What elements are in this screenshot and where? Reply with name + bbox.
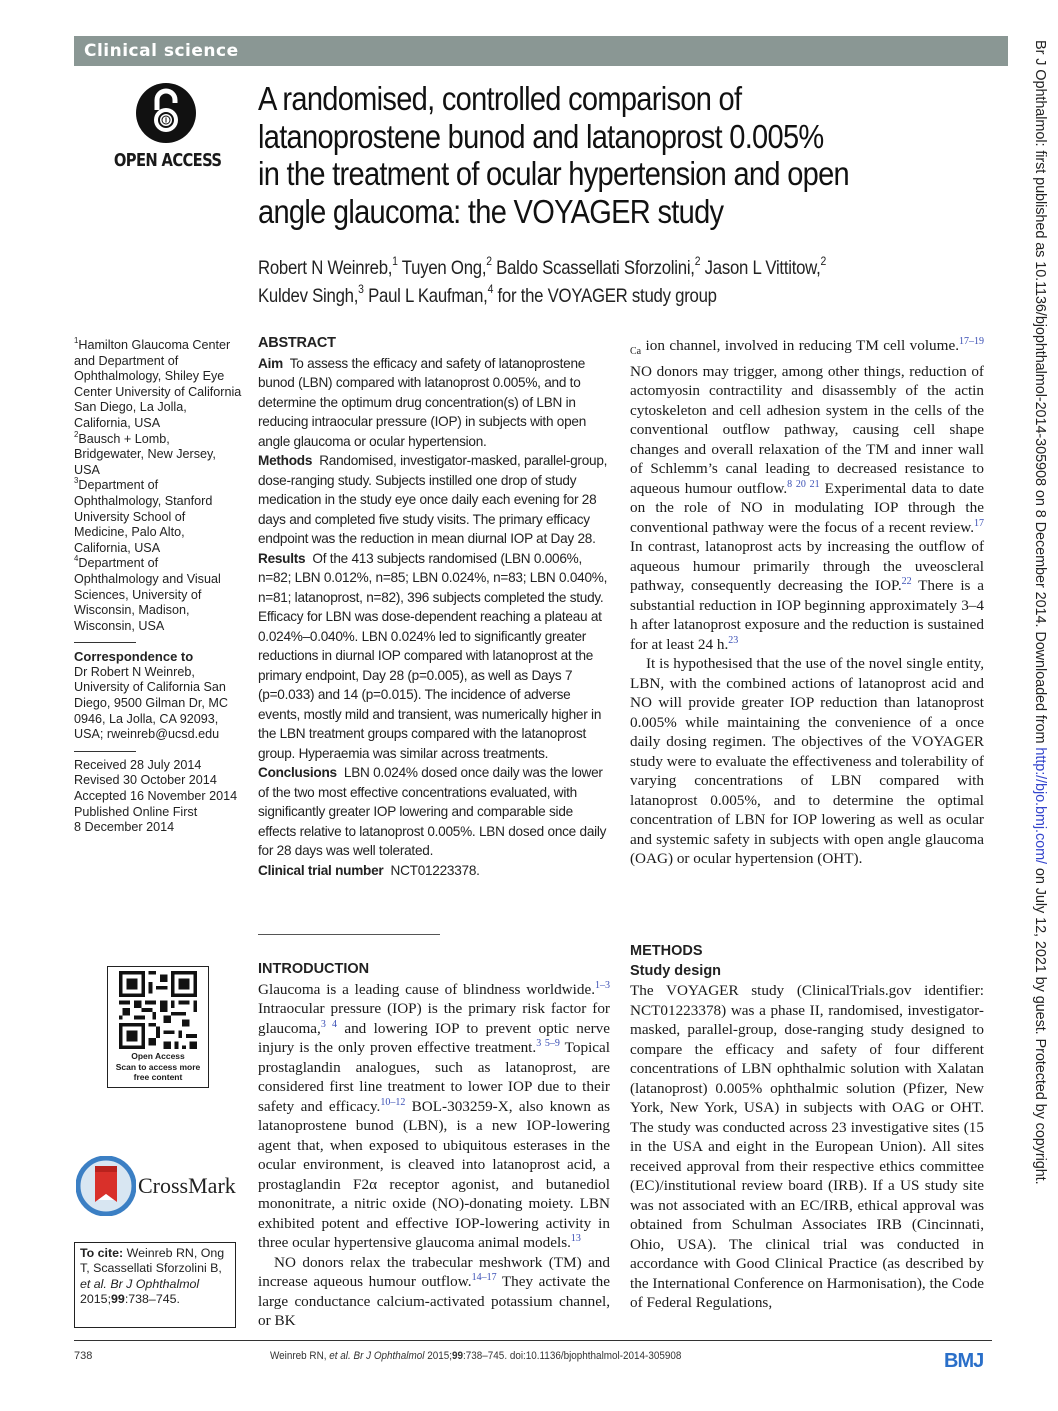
methods-paragraph: The VOYAGER study (ClinicalTrials.gov identifier: NCT01223378) was a phase II, randomised, investigator-masked, parallel-group, dose-ranging study designed to compare the efficacy and safety of four different concentrations of LBN ophthalmic solution with Xalatan (latanoprost) 0.005% ophthalmic solution (Pfizer, New York, New York, USA) in subjects with OAG or OHT. The study was conducted across 23 investigative sites (15 in the USA and eight in the European Union). All sites received approval from their respective ethics committee (EC)/institutional review board (IRB). If a US study site was not associated with an EC/IRB, ethical approval was obtained from Schulman Associates IRB (Cincinnati, Ohio, USA). The clinical trial was conducted in accordance with Good Clinical Practice (as described by the International Conference on Harmonisation), the Code of Federal Regulations, [630, 982, 984, 1311]
text-run: Glaucoma is a leading cause of blindness worldwide. [258, 980, 595, 998]
affiliation-text: Department of Ophthalmology, Stanford University School of Medicine, Palo Alto, California, USA [74, 478, 213, 555]
reference-link[interactable]: 23 [728, 634, 739, 646]
footer-etal: et al. [329, 1350, 351, 1362]
author-affiliation: 4 [487, 282, 494, 297]
affiliation [74, 429, 242, 479]
download-notice-text: Br J Ophthalmol: first published as 10.1136/bjophthalmol-2014-305908 on 8 December 2014. Downloaded from [1032, 40, 1048, 748]
abstract-heading: ABSTRACT [258, 335, 336, 351]
abstract-text: To assess the efficacy and safety of latanoprostene bunod (LBN) compared with latanoprost 0.005%, and to determine the optimum drug concentration(s) of LBN in reducing intraocular pressure (IOP) in subjects with open angle glaucoma or ocular hypertension. [258, 355, 587, 449]
abstract-results [258, 549, 613, 764]
abstract-conclusions [258, 763, 613, 861]
open-lock-icon [135, 82, 197, 144]
cite-authors: Weinreb RN, Ong T, Scassellati Sforzolini B, [80, 1246, 225, 1276]
qr-caption-line: Open Access [131, 1051, 185, 1061]
text-run: Intraocular pressure (IOP) is the primary risk factor for glaucoma, [258, 1000, 610, 1037]
text-run: and lowering IOP to prevent optic nerve injury is the only proven effective treatment. [258, 1019, 610, 1056]
affiliation-number: 2 [74, 429, 79, 439]
title-line: A randomised, controlled comparison of [258, 80, 742, 117]
footer-journal: Br J Ophthalmol [353, 1350, 425, 1362]
text-run: BOL-303259-X, also known as latanoprostene bunod (LBN), is a new IOP-lowering agent that, when exposed to ubiquitous esterases in the ocular environment, is cleaved into latanoprost acid, a prostaglandin F2α receptor agonist, and butanediol mononitrate, a nitric oxide (NO)-donating moiety. LBN exhibited potent and effective IOP-lowering activity in three ocular hypertensive glaucoma animal models. [258, 1097, 611, 1251]
methods-heading: METHODS [630, 943, 703, 959]
citation-box [74, 1242, 236, 1328]
text-run: ion channel, involved in reducing TM cell volume. [641, 337, 959, 354]
abstract-methods [258, 451, 613, 549]
abstract-label: Conclusions [258, 765, 337, 780]
footer-authors: Weinreb RN, [270, 1350, 327, 1362]
reference-link[interactable]: 8 20 21 [787, 478, 820, 490]
author-name: Kuldev Singh, [258, 285, 359, 307]
affiliation-text: Bausch + Lomb, Bridgewater, New Jersey, USA [74, 431, 216, 477]
text-run: There is a substantial reduction in IOP beginning approximately 3–4 h after latanoprost exposure and the reduction is sustained for at least 24 h. [630, 577, 984, 653]
author-affiliation: 2 [486, 254, 492, 269]
crossmark-icon [76, 1156, 136, 1216]
reference-link[interactable]: 17–19 [959, 335, 984, 347]
open-access-label: OPEN ACCESS [113, 150, 222, 171]
footer-divider [74, 1340, 992, 1341]
intro-paragraph-3: It is hypothesised that the use of the novel single entity, LBN, with the combined actions of latanoprost acid and NO will provide greater IOP reduction than latanoprost 0.005% while maintaining the convenience of a once daily dosing regimen. The objectives of the VOYAGER study were to evaluate the effectiveness and tolerability of varying concentrations of LBN compared with latanoprost 0.005%, and to determine the optimal concentration of LBN for IOP lowering as well as ocular and systemic safety in subjects with open angle glaucoma (OAG) or ocular hypertension (OHT). [630, 655, 984, 868]
text-run: In contrast, latanoprost acts by increasing the outflow of aqueous humour primarily through the uveoscleral pathway, consequently decreasing the IOP. [630, 538, 984, 595]
reference-link[interactable]: 10–12 [380, 1096, 406, 1108]
footer-doi: :738–745. doi:10.1136/bjophthalmol-2014-305908 [463, 1350, 682, 1362]
reference-link[interactable]: 3 4 [320, 1018, 337, 1030]
reference-link[interactable]: 17 [974, 517, 984, 529]
date-received: Received 28 July 2014 [74, 757, 202, 772]
author-name: Paul L Kaufman, [368, 285, 488, 307]
affiliation-text: Department of Ophthalmology and Visual Sciences, University of Wisconsin, Madison, Wisconsin, USA [74, 556, 221, 633]
affiliation-number: 4 [74, 554, 79, 564]
text-run: They activate the large conductance calcium-activated potassium channel, or BK [258, 1273, 610, 1329]
reference-link[interactable]: 13 [570, 1232, 581, 1244]
affiliation-text: Hamilton Glaucoma Center and Department of Ophthalmology, Shiley Eye Center University of California San Diego, La Jolla, California, USA [74, 338, 242, 430]
text-run: Experimental data to date on the role of NO in modulating IOP through the conventional pathway were the focus of a recent review. [630, 479, 985, 536]
text-run: NO donors may trigger, among other things, reduction of actomyosin contractility and disassembly of the actin cytoskeleton and cell adhesion system in the cells of the conventional outflow pathway, causing cell shape changes and overall relaxation of the TM and inner wall of Schlemm’s canal leading to decreased resistance to aqueous humour outflow. [630, 362, 984, 497]
reference-link[interactable]: 14–17 [471, 1271, 497, 1283]
footer-volume: 99 [451, 1350, 464, 1362]
journal-link[interactable]: http://bjo.bmj.com/ [1032, 747, 1048, 864]
affiliations [74, 338, 242, 634]
abstract-aim [258, 354, 613, 452]
introduction-section [258, 960, 610, 1331]
correspondence-text: Dr Robert N Weinreb, University of California San Diego, 9500 Gilman Dr, MC 0946, La Jolla, CA 92093, USA; rweinreb@ucsd.edu [74, 664, 228, 742]
affiliation [74, 338, 242, 432]
cite-volume: 99 [111, 1292, 125, 1307]
affiliation [74, 556, 242, 634]
reference-link[interactable]: 3 5–9 [536, 1037, 560, 1049]
crossmark-label: CrossMark [138, 1173, 236, 1198]
title-line: in the treatment of ocular hypertension and open [258, 155, 849, 192]
intro-paragraph-2 [258, 1253, 610, 1331]
reference-link[interactable]: 22 [901, 575, 912, 587]
abstract-label: Results [258, 550, 306, 566]
right-column [630, 336, 984, 869]
affiliation [74, 478, 242, 556]
reference-link[interactable]: 1–3 [595, 979, 610, 991]
abstract-text: LBN 0.024% dosed once daily was the lower of the two most effective concentrations evaluated, with significantly greater IOP lowering and comparable side effects relative to latanoprost 0.005%. LBN dosed once daily for 28 days was well tolerated. [258, 765, 607, 858]
cite-journal: Br J Ophthalmol [110, 1276, 200, 1291]
methods-subheading: Study design [630, 962, 722, 979]
author-name: Baldo Scassellati Sforzolini, [496, 257, 695, 279]
page-number: 738 [74, 1350, 93, 1362]
download-notice [1032, 40, 1048, 1340]
divider [74, 642, 136, 643]
abstract-label: Aim [258, 355, 283, 371]
date-accepted: Accepted 16 November 2014 [74, 789, 238, 804]
date-published: 8 December 2014 [74, 820, 175, 835]
affiliation-number: 1 [74, 336, 79, 346]
cite-label: To cite: [80, 1246, 124, 1260]
abstract-text: Randomised, investigator-masked, parallel-group, dose-ranging study. Subjects instilled one drop of study medication in the study eye once daily each evening for 28 days and completed five study visits. The primary efficacy endpoint was the reduction in mean diurnal IOP at Day 28. [258, 453, 608, 546]
footer-year: 2015; [427, 1350, 452, 1362]
abstract [258, 334, 613, 880]
methods-section [630, 942, 984, 1313]
affiliation-number: 3 [74, 476, 79, 486]
intro-paragraph-2-continued [630, 336, 984, 654]
title-line: angle glaucoma: the VOYAGER study [258, 192, 724, 230]
download-notice-text: on July 12, 2021 by guest. Protected by copyright. [1032, 864, 1048, 1185]
text-run: NO donors relax the trabecular meshwork (TM) and increase aqueous humour outflow. [258, 1253, 610, 1290]
qr-code-icon [116, 971, 200, 1049]
author-affiliation: 1 [392, 254, 398, 269]
divider [74, 751, 136, 752]
author-name: Robert N Weinreb, [258, 257, 393, 279]
section-label: Clinical science [74, 36, 1008, 66]
footer-citation [270, 1350, 681, 1362]
correspondence-heading: Correspondence to [74, 649, 194, 665]
abstract-trial-number [258, 861, 613, 881]
author-affiliation: 2 [694, 254, 701, 269]
bmj-logo: BMJ [944, 1350, 984, 1372]
date-published-label: Published Online First [74, 804, 198, 819]
author-list [258, 254, 946, 310]
divider [258, 934, 440, 935]
author-name: Tuyen Ong, [401, 257, 487, 279]
open-access-logo [113, 82, 222, 171]
qr-caption-line: free content [133, 1072, 183, 1082]
qr-caption-line: Scan to access more [115, 1061, 201, 1072]
abstract-label: Clinical trial number [258, 862, 384, 878]
abstract-text: NCT01223378. [390, 862, 480, 878]
abstract-label: Methods [258, 453, 313, 468]
author-name: Jason L Vittitow, [704, 257, 821, 279]
author-affiliation: 2 [820, 254, 827, 269]
introduction-heading: INTRODUCTION [258, 961, 370, 977]
qr-code-box[interactable] [107, 966, 209, 1088]
author-affiliation: 3 [358, 282, 364, 297]
intro-paragraph-1 [258, 980, 610, 1253]
authors-suffix: for the VOYAGER study group [497, 285, 717, 307]
subscript: Ca [630, 346, 642, 358]
crossmark-badge[interactable] [76, 1156, 246, 1222]
title-line: latanoprostene bunod and latanoprost 0.005% [258, 117, 824, 155]
text-run: Topical prostaglandin analogues, such as latanoprost, are considered first line treatment to lower IOP due to their safety and efficacy. [258, 1039, 610, 1115]
sidebar [74, 338, 242, 836]
cite-etal: et al. [80, 1276, 107, 1291]
article-title [258, 80, 892, 230]
date-revised: Revised 30 October 2014 [74, 773, 217, 788]
abstract-text: Of the 413 subjects randomised (LBN 0.006%, n=82; LBN 0.012%, n=85; LBN 0.024%, n=83; LBN 0.040%, n=81; latanoprost, n=82), 396 subjects completed the study. Efficacy for LBN was dose-dependent reaching a plateau at 0.024%–0.040%. LBN 0.024% led to significantly greater reductions in diurnal IOP compared with latanoprost at the primary endpoint, Day 28 (p=0.005), as well as Days 7 (p=0.033) and 14 (p=0.015). The incidence of adverse events, mostly mild and transient, was numerically higher in the LBN treatment groups compared with the latanoprost group. Hyperaemia was similar across treatments. [258, 550, 608, 761]
cite-year: 2015; [80, 1292, 112, 1307]
cite-pages: :738–745. [124, 1292, 180, 1307]
